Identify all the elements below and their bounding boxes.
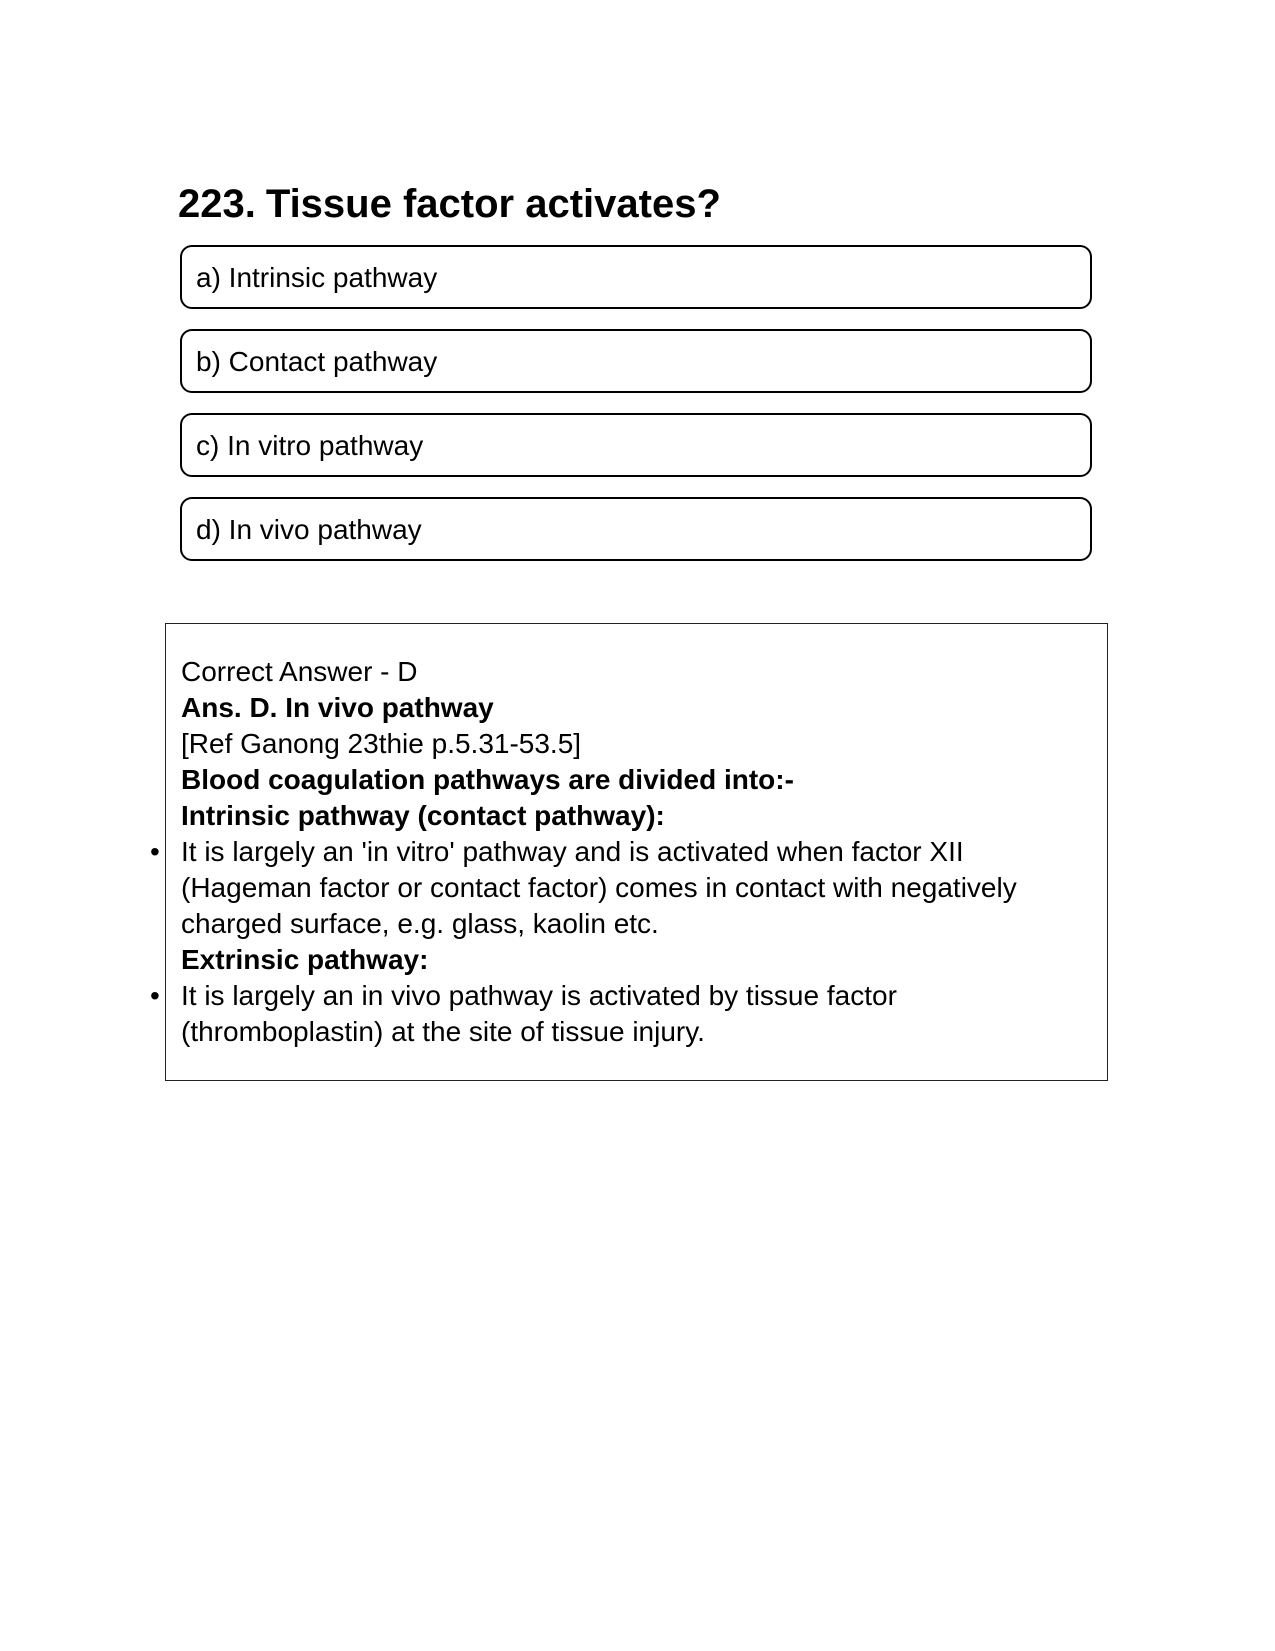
intrinsic-bullet-item: [150, 834, 1081, 942]
option-a[interactable]: a) Intrinsic pathway: [180, 245, 1092, 309]
division-heading: Blood coagulation pathways are divided into:-: [181, 764, 794, 795]
correct-answer-line: Correct Answer - D: [181, 656, 418, 687]
extrinsic-bullet-text: It is largely an in vivo pathway is activated by tissue factor (thromboplastin) at the site of tissue injury.: [181, 980, 897, 1047]
extrinsic-bullet-item: [150, 978, 1081, 1050]
bullet-icon: •: [150, 980, 160, 1011]
intrinsic-heading: Intrinsic pathway (contact pathway):: [181, 800, 665, 831]
question-number: 223.: [178, 182, 256, 226]
question-title: [178, 178, 721, 230]
option-d[interactable]: d) In vivo pathway: [180, 497, 1092, 561]
extrinsic-heading: Extrinsic pathway:: [181, 944, 429, 975]
reference-text: [Ref Ganong 23thie p.5.31-53.5]: [181, 728, 582, 759]
intrinsic-bullet-text: It is largely an 'in vitro' pathway and is activated when factor XII (Hageman factor or contact factor) comes in contact with negatively charged surface, e.g. glass, kaolin etc.: [181, 836, 1017, 939]
option-c[interactable]: c) In vitro pathway: [180, 413, 1092, 477]
option-b[interactable]: b) Contact pathway: [180, 329, 1092, 393]
bullet-icon: •: [150, 836, 160, 867]
answer-explanation: [150, 654, 1081, 1050]
question-text: Tissue factor activates?: [265, 182, 721, 226]
answer-heading: Ans. D. In vivo pathway: [181, 692, 494, 723]
